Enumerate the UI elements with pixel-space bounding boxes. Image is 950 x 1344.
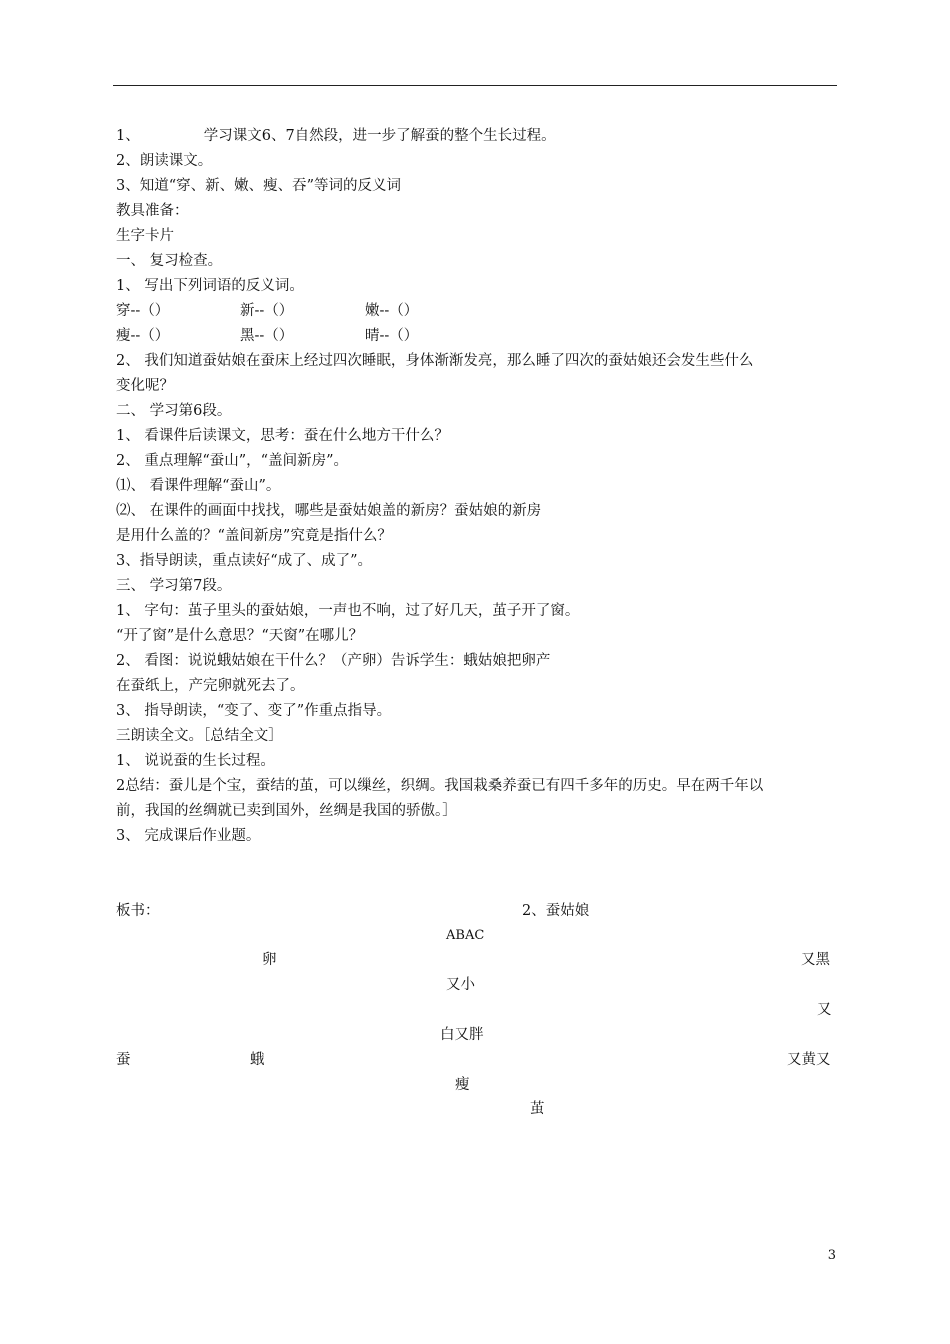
antonym-cell: 晴--（）: [365, 328, 419, 344]
section-paragraph-7: 三、 学习第7段。: [116, 578, 232, 594]
p6-item-3: 3、指导朗读，重点读好“成了、成了”。: [116, 553, 373, 569]
board-you: 又: [817, 1002, 832, 1018]
p6-sub-2: ⑵、 在课件的画面中找找，哪些是蚕姑娘盖的新房？蚕姑娘的新房: [116, 503, 542, 519]
summary-item-3: 3、 完成课后作业题。: [116, 828, 261, 844]
page-number: 3: [827, 1248, 836, 1263]
board-black: 又黑: [801, 952, 830, 968]
p7-item-3: 3、 指导朗读，“变了、变了”作重点指导。: [116, 703, 392, 719]
objective-1-text: 学习课文6、7自然段，进一步了解蚕的整个生长过程。: [203, 128, 556, 144]
objective-1-number: 1、: [116, 128, 140, 144]
antonym-cell: 穿--（）: [116, 303, 170, 319]
review-item-2-cont: 变化呢？: [116, 378, 174, 394]
antonym-cell: 嫩--（）: [365, 303, 419, 319]
antonym-cell: 新--（）: [240, 303, 294, 319]
board-yellow: 又黄又: [787, 1052, 831, 1068]
board-silkworm: 蚕: [116, 1052, 131, 1068]
board-pattern: ABAC: [446, 928, 485, 943]
board-white-fat: 白又胖: [440, 1027, 484, 1043]
review-item-1: 1、 写出下列词语的反义词。: [116, 278, 304, 294]
board-small: 又小: [446, 977, 475, 993]
header-rule: [113, 85, 837, 86]
objective-2: 2、朗读课文。: [116, 153, 213, 169]
antonym-cell: 黑--（）: [240, 328, 294, 344]
p6-item-2: 2、 重点理解“蚕山”，“盖间新房”。: [116, 453, 348, 469]
board-title: 2、蚕姑娘: [522, 903, 590, 919]
p7-item-1: 1、 字句：茧子里头的蚕姑娘，一声也不响，过了好几天，茧子开了窗。: [116, 603, 580, 619]
summary-item-2-cont: 前，我国的丝绸就已卖到国外，丝绸是我国的骄傲。］: [116, 803, 457, 819]
summary-item-2: 2总结：蚕儿是个宝，蚕结的茧，可以缫丝，织绸。我国栽桑养蚕已有四千多年的历史。早在两千年以: [116, 778, 764, 794]
p6-sub-1: ⑴、 看课件理解“蚕山”。: [116, 478, 281, 494]
board-label: 板书：: [116, 903, 160, 919]
p6-item-1: 1、 看课件后读课文，思考：蚕在什么地方干什么？: [116, 428, 449, 444]
board-thin: 瘦: [455, 1077, 470, 1093]
board-cocoon: 茧: [530, 1101, 545, 1117]
p7-item-2-cont: 在蚕纸上，产完卵就死去了。: [116, 678, 305, 694]
p7-item-2: 2、 看图：说说蛾姑娘在干什么？（产卵）告诉学生：蛾姑娘把卵产: [116, 653, 551, 669]
antonym-row-1: [116, 302, 418, 320]
objective-3: 3、知道“穿、新、嫩、瘦、吞”等词的反义词: [116, 178, 402, 194]
materials-item: 生字卡片: [116, 228, 174, 244]
objective-1: [116, 127, 556, 145]
p7-item-1-question: “开了窗”是什么意思？“天窗”在哪儿？: [116, 628, 364, 644]
materials-heading: 教具准备：: [116, 203, 189, 219]
board-egg: 卵: [262, 952, 277, 968]
antonym-row-2: [116, 327, 418, 345]
review-item-2: 2、 我们知道蚕姑娘在蚕床上经过四次睡眠，身体渐渐发亮，那么睡了四次的蚕姑娘还会发生些什么: [116, 353, 754, 369]
summary-item-1: 1、 说说蚕的生长过程。: [116, 753, 275, 769]
antonym-cell: 瘦--（）: [116, 328, 170, 344]
section-review: 一、 复习检查。: [116, 253, 223, 269]
p6-sub-2-cont: 是用什么盖的？“盖间新房”究竟是指什么？: [116, 528, 392, 544]
board-moth: 蛾: [250, 1052, 265, 1068]
section-summary: 三朗读全文。［总结全文］: [116, 728, 283, 744]
section-paragraph-6: 二、 学习第6段。: [116, 403, 232, 419]
